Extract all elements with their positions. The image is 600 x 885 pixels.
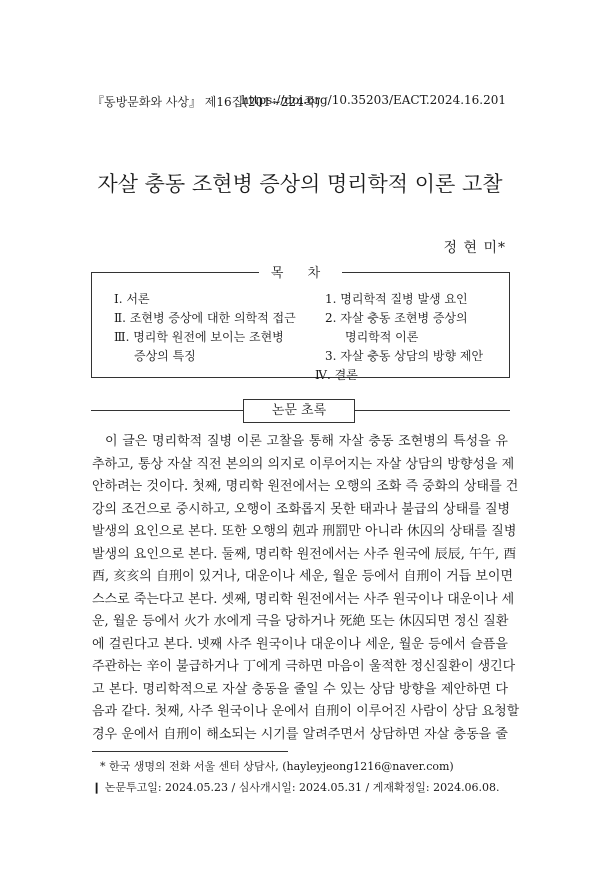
abstract-line: 스스로 죽는다고 본다. 셋째, 명리학 원전에서는 사주 원국이나 대운이나 세 xyxy=(92,591,515,607)
abstract-line: 고 본다. 명리학적으로 자살 충동을 줄일 수 있는 상담 방향을 제안하면 다 xyxy=(92,681,508,697)
abstract-line: 에 걸린다고 본다. 넷째 사주 원국이나 대운이나 세운, 월운 등에서 슬픔을 xyxy=(92,636,508,652)
abstract-line: 발생의 요인으로 본다. 둘째, 명리학 원전에서는 사주 원국에 辰辰, 午午, 酉 xyxy=(92,546,517,562)
abstract-line: 이 글은 명리학적 질병 이론 고찰을 통해 자살 충동 조현병의 특성을 유 xyxy=(105,434,508,449)
toc-item: 증상의 특징 xyxy=(134,349,196,363)
toc-item: 2. 자살 충동 조현병 증상의 xyxy=(325,311,468,325)
doi-link[interactable]: https://doi.org/10.35203/EACT.2024.16.201 xyxy=(241,93,506,107)
abstract-line: 추하고, 통상 자살 직전 본의의 의지로 이루어지는 자살 상담의 방향성을 제 xyxy=(92,456,515,472)
abstract-line: 주관하는 辛이 불급하거나 丁에게 극하면 마음이 울적한 정신질환이 생긴다 xyxy=(92,659,516,674)
abstract-line: 경우 운에서 自刑이 해소되는 시기를 알려주면서 상담하면 자살 충동을 줄 xyxy=(92,726,508,742)
abstract-line: 강의 조건으로 중시하고, 오행이 조화롭지 못한 태과나 불급의 상태를 질병 xyxy=(92,501,511,517)
toc-item: 3. 자살 충동 상담의 방향 제안 xyxy=(325,349,484,363)
toc-item: Ⅲ. 명리학 원전에 보이는 조현병 xyxy=(114,330,284,344)
submission-dates-footnote: ❙ 논문투고일: 2024.05.23 / 심사개시일: 2024.05.31 / 게재확정일: 2024.06.08. xyxy=(92,781,500,794)
table-of-contents xyxy=(91,266,510,382)
abstract-line: 발생의 요인으로 본다. 또한 오행의 剋과 刑罰만 아니라 休囚의 상태를 질병 xyxy=(92,524,517,539)
abstract-body xyxy=(92,431,520,746)
toc-item: Ⅰ. 서론 xyxy=(114,292,150,306)
toc-heading: 목 차 xyxy=(259,266,342,281)
author-name: 정 현 미* xyxy=(443,240,506,256)
toc-left-column xyxy=(114,290,296,366)
toc-item: 명리학적 이론 xyxy=(345,330,419,344)
toc-item: 1. 명리학적 질병 발생 요인 xyxy=(325,292,468,306)
toc-item: Ⅳ. 결론 xyxy=(315,368,358,382)
toc-item: Ⅱ. 조현병 증상에 대한 의학적 접근 xyxy=(114,311,296,325)
abstract-line: 안하려는 것이다. 첫째, 명리학 원전에서는 오행의 조화 즉 중화의 상태를 건 xyxy=(92,479,519,494)
footnote-divider xyxy=(92,751,288,752)
abstract-line: 음과 같다. 첫째, 사주 원국이나 운에서 自刑이 이루어진 사람이 상담 요청할 xyxy=(92,704,520,719)
journal-citation: 『동방문화와 사상』 제16집(201∼224쪽) xyxy=(92,95,321,109)
paper-title: 자살 충동 조현병 증상의 명리학적 이론 고찰 xyxy=(97,172,503,196)
abstract-line: 酉, 亥亥의 自刑이 있거나, 대운이나 세운, 월운 등에서 自刑이 거듭 보이면 xyxy=(92,569,513,584)
author-affiliation-footnote: * 한국 생명의 전화 서울 센터 상담사, (hayleyjeong1216@naver.com) xyxy=(100,760,454,773)
abstract-heading: 논문 초록 xyxy=(243,399,355,423)
toc-right-column xyxy=(315,290,484,385)
abstract-line: 운, 월운 등에서 火가 水에게 극을 당하거나 死絶 또는 休囚되면 정신 질환 xyxy=(92,614,509,629)
